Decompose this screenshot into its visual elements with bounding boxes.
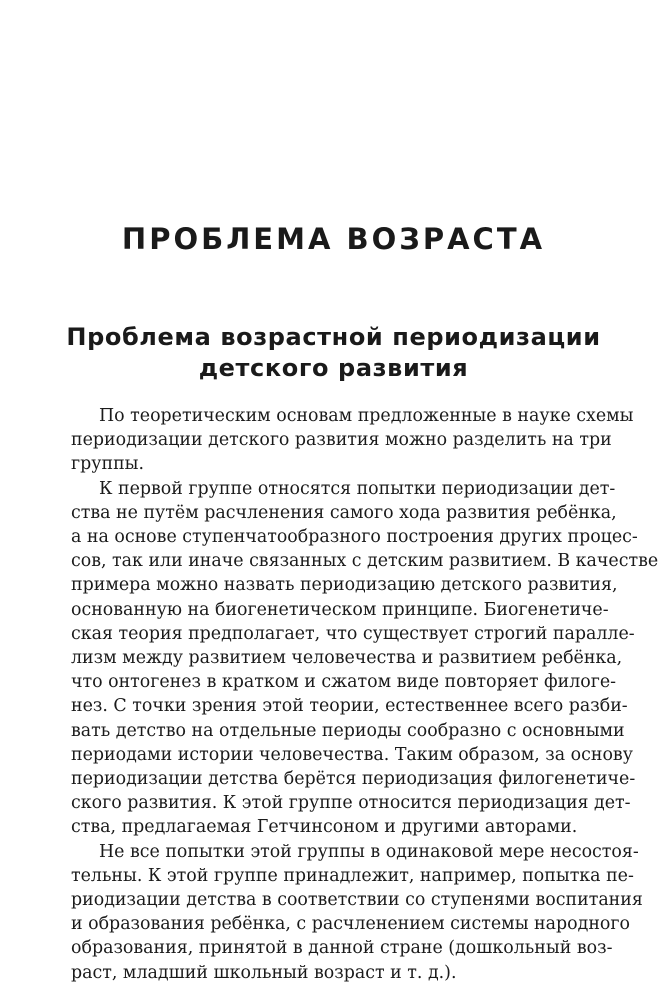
text-line: нез. С точки зрения этой теории, естественнее всего разби-: [71, 696, 628, 717]
text-line: а на основе ступенчатообразного построения других процес-: [71, 527, 638, 548]
text-line: риодизации детства в соответствии со ступенями воспитания: [71, 890, 643, 911]
text-line: раст, младший школьный возраст и т. д.).: [71, 962, 457, 983]
text-line: периодизации детского развития можно разделить на три: [71, 430, 612, 451]
text-line: что онтогенез в кратком и сжатом виде повторяет филоге-: [71, 672, 617, 693]
text-line: сов, так или иначе связанных с детским развитием. В качестве: [71, 551, 659, 572]
text-line: основанную на биогенетическом принципе. Биогенетиче-: [71, 599, 609, 620]
text-line: ского развития. К этой группе относится периодизация дет-: [71, 793, 631, 814]
text-line: вать детство на отдельные периоды сообразно с основными: [71, 720, 625, 741]
text-line: ская теория предполагает, что существует строгий паралле-: [71, 623, 635, 644]
text-line: образования, принятой в данной стране (дошкольный воз-: [71, 938, 613, 959]
text-line: К первой группе относятся попытки периодизации дет-: [99, 478, 616, 499]
text-line: ства, предлагаемая Гетчинсоном и другими авторами.: [71, 817, 578, 838]
section-title-line-2: детского развития: [198, 354, 469, 382]
body-text: [71, 404, 659, 985]
text-line: лизм между развитием человечества и развитием ребёнка,: [71, 648, 623, 669]
text-line: ства не путём расчленения самого хода развития ребёнка,: [71, 502, 617, 523]
text-line: Не все попытки этой группы в одинаковой мере несостоя-: [99, 841, 639, 862]
text-line: периодами истории человечества. Таким образом, за основу: [71, 744, 633, 765]
text-line: По теоретическим основам предложенные в науке схемы: [99, 406, 634, 426]
section-title: [60, 322, 607, 384]
text-line: тельны. К этой группе принадлежит, например, попытка пе-: [71, 865, 634, 886]
section-title-line-1: Проблема возрастной периодизации: [66, 323, 601, 351]
chapter-title: ПРОБЛЕМА ВОЗРАСТА: [121, 222, 546, 256]
text-line: группы.: [71, 454, 145, 475]
text-line: периодизации детства берётся периодизация филогенетиче-: [71, 769, 636, 790]
text-line: примера можно назвать периодизацию детского развития,: [71, 575, 618, 596]
text-line: и образования ребёнка, с расчленением системы народного: [71, 914, 630, 935]
